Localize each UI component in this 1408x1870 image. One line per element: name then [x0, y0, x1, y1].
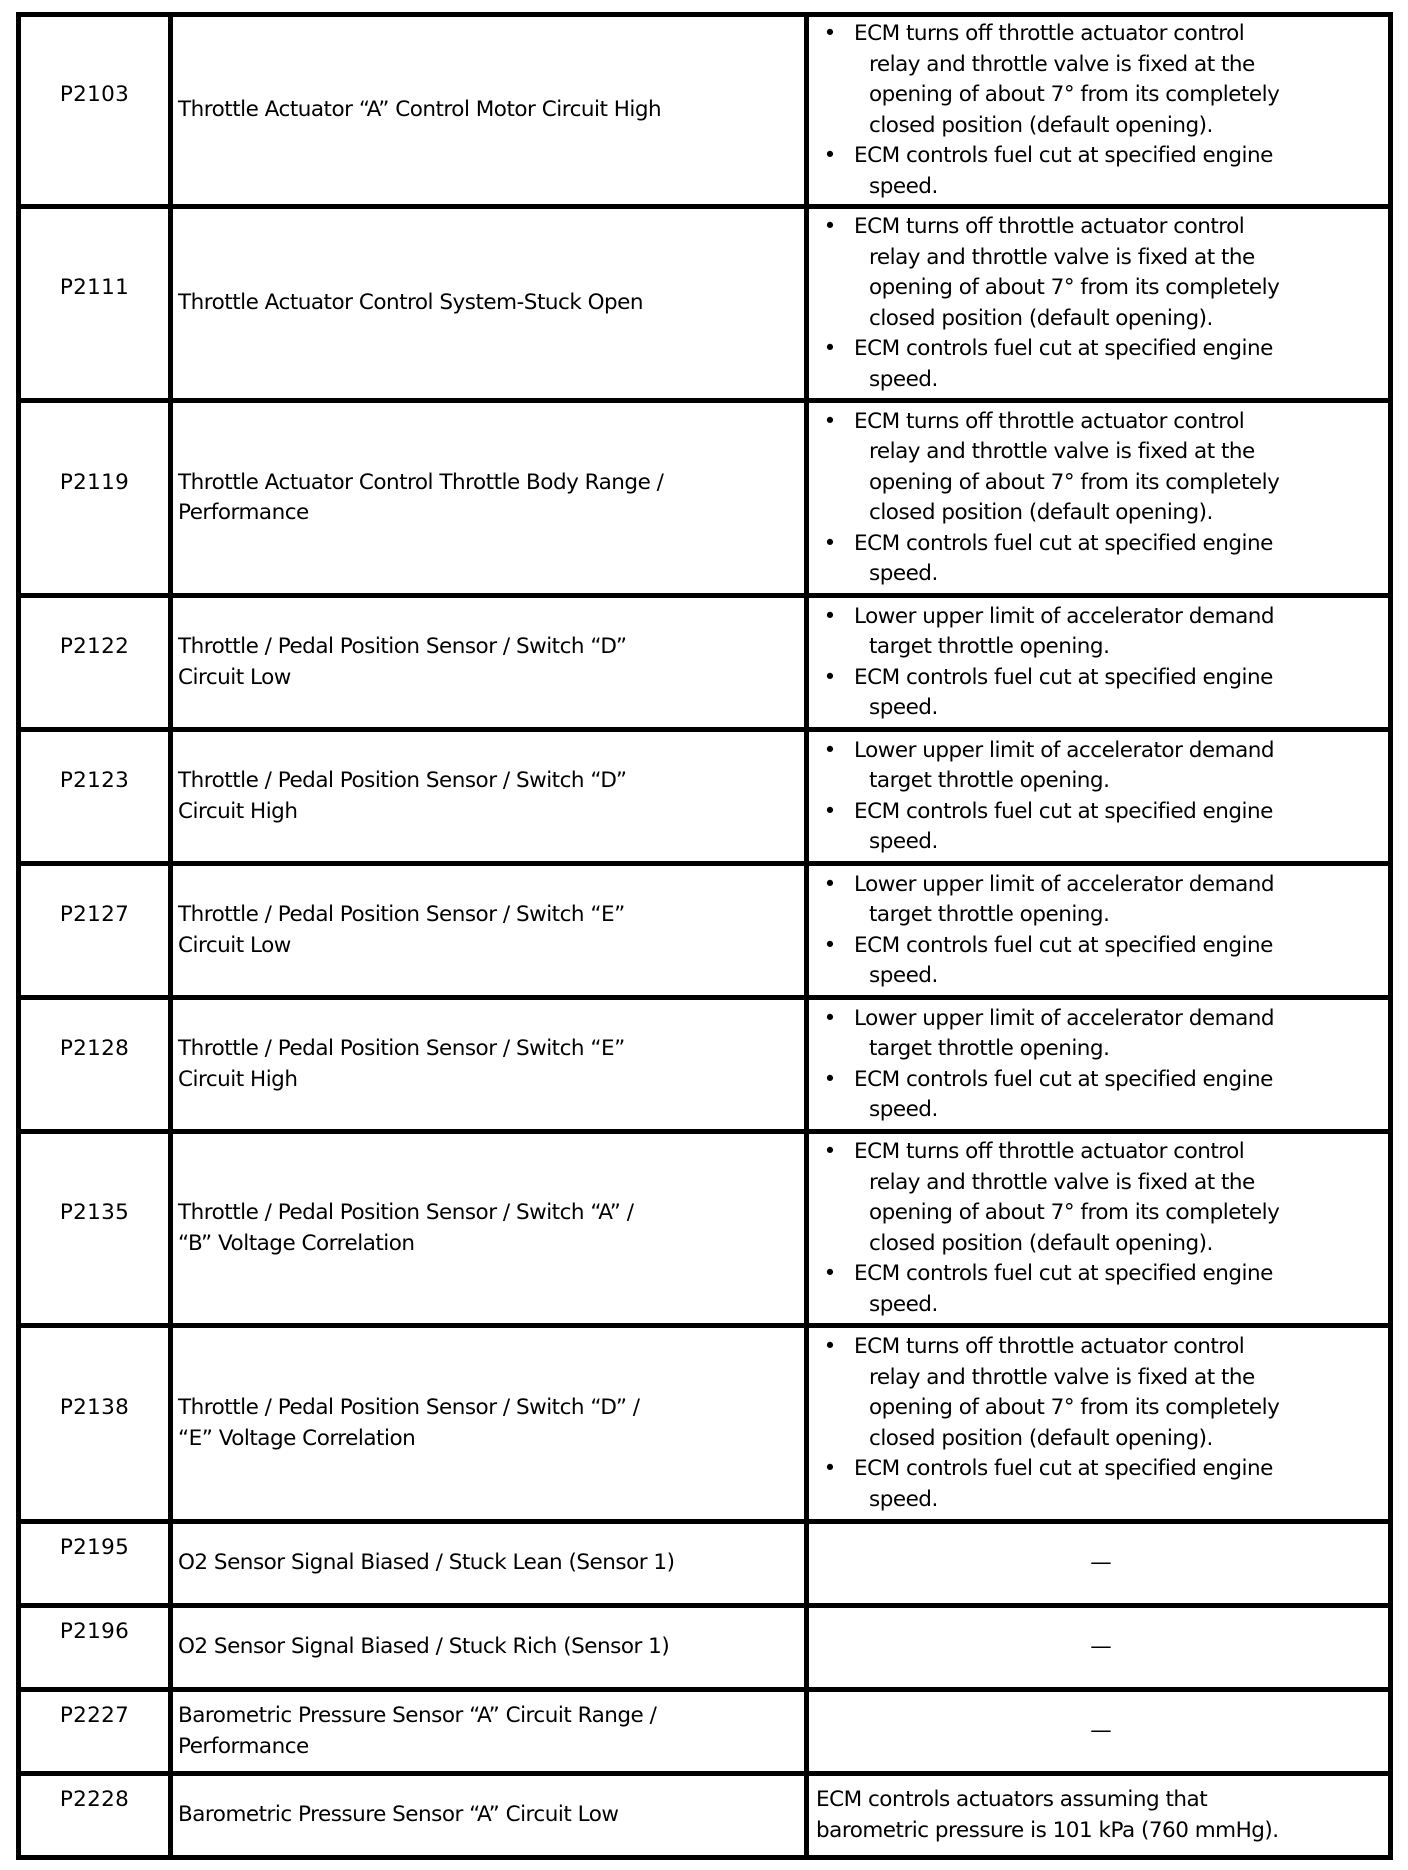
bullet-text-line: target throttle opening.	[869, 902, 1110, 927]
fail-safe-cell	[807, 207, 1391, 401]
table-row-p2119	[19, 401, 1391, 596]
bullet-icon: •	[823, 1066, 837, 1092]
bullet-item	[814, 407, 1388, 529]
description-line: Throttle Actuator “A” Control Motor Circuit High	[178, 97, 662, 123]
dtc-code-cell	[19, 730, 171, 864]
bullet-text-line: relay and throttle valve is fixed at the	[869, 1169, 1255, 1195]
bullet-text-line: Lower upper limit of accelerator demand	[854, 603, 1275, 629]
description-cell	[171, 864, 807, 998]
fail-safe-cell	[807, 15, 1391, 207]
not-applicable-dash: —	[1090, 1634, 1112, 1660]
table-row-p2135	[19, 1132, 1391, 1326]
description-cell	[171, 1690, 807, 1774]
description-line: Throttle / Pedal Position Sensor / Switch “D”	[178, 768, 627, 793]
dtc-code: P2123	[59, 768, 130, 794]
description-cell	[171, 1522, 807, 1606]
dtc-code: P2227	[59, 1703, 130, 1729]
table-row-p2122	[19, 596, 1391, 730]
description-line: Circuit High	[178, 1066, 298, 1092]
bullet-text-line: speed.	[869, 1291, 938, 1317]
table-row-p2128	[19, 998, 1391, 1132]
bullet-text-line: opening of about 7° from its completely	[869, 82, 1280, 107]
bullet-text-line: ECM controls fuel cut at specified engine	[854, 1261, 1273, 1286]
table-row-p2111	[19, 207, 1391, 401]
fail-safe-cell	[807, 1690, 1391, 1774]
description-line: O2 Sensor Signal Biased / Stuck Lean (Sensor 1)	[178, 1550, 675, 1576]
fail-safe-cell	[807, 1132, 1391, 1326]
dtc-code-cell	[19, 207, 171, 401]
table-row-p2228	[19, 1774, 1391, 1858]
dtc-code-cell	[19, 1606, 171, 1690]
bullet-item	[814, 602, 1388, 663]
bullet-text-line: ECM controls fuel cut at specified engine	[854, 143, 1273, 168]
bullet-text-line: closed position (default opening).	[869, 305, 1213, 331]
table-row-p2127	[19, 864, 1391, 998]
bullet-item	[814, 736, 1388, 797]
dtc-code-cell	[19, 401, 171, 596]
table-row-p2227	[19, 1690, 1391, 1774]
bullet-text-line: closed position (default opening).	[869, 1230, 1213, 1256]
bullet-item	[814, 1004, 1388, 1065]
description-line: Throttle Actuator Control System-Stuck Open	[178, 290, 644, 316]
bullet-text-line: relay and throttle valve is fixed at the	[869, 51, 1255, 77]
description-line: Throttle / Pedal Position Sensor / Switch “E”	[178, 902, 625, 927]
dtc-code-cell	[19, 1522, 171, 1606]
bullet-text-line: target throttle opening.	[869, 634, 1110, 659]
bullet-text-line: ECM controls fuel cut at specified engine	[854, 664, 1273, 690]
dtc-code: P2111	[59, 275, 130, 301]
description-cell	[171, 15, 807, 207]
dtc-fail-safe-table	[16, 12, 1393, 1860]
description-cell	[171, 730, 807, 864]
bullet-text-line: speed.	[869, 963, 938, 988]
description-cell	[171, 1132, 807, 1326]
dtc-code: P2195	[59, 1535, 130, 1561]
dtc-code-cell	[19, 1774, 171, 1858]
bullet-text-line: ECM turns off throttle actuator control	[854, 408, 1245, 434]
bullet-text-line: opening of about 7° from its completely	[869, 1200, 1280, 1225]
fail-safe-cell	[807, 1774, 1391, 1858]
bullet-icon: •	[823, 1005, 837, 1031]
fail-safe-cell	[807, 1522, 1391, 1606]
description-cell	[171, 1774, 807, 1858]
dtc-code: P2119	[59, 469, 130, 495]
bullet-text-line: Lower upper limit of accelerator demand	[854, 1005, 1275, 1031]
dtc-code-cell	[19, 15, 171, 207]
bullet-icon: •	[823, 603, 837, 629]
bullet-icon: •	[823, 871, 837, 897]
dtc-code-cell	[19, 864, 171, 998]
dtc-code: P2228	[59, 1787, 130, 1813]
dtc-code: P2138	[59, 1395, 130, 1421]
dtc-code: P2122	[59, 634, 130, 660]
bullet-item	[814, 529, 1388, 590]
bullet-text-line: ECM controls fuel cut at specified engine	[854, 932, 1273, 958]
bullet-icon: •	[823, 143, 837, 168]
description-line: Throttle / Pedal Position Sensor / Switch “A” /	[178, 1200, 634, 1225]
bullet-text-line: ECM turns off throttle actuator control	[854, 1139, 1245, 1164]
description-cell	[171, 207, 807, 401]
description-line: Throttle / Pedal Position Sensor / Switch “D”	[178, 634, 627, 659]
table-body	[19, 15, 1391, 1858]
description-cell	[171, 1326, 807, 1522]
bullet-icon: •	[823, 214, 837, 239]
description-cell	[171, 401, 807, 596]
bullet-icon: •	[823, 932, 837, 958]
dtc-code-cell	[19, 1326, 171, 1522]
description-line: Throttle Actuator Control Throttle Body Range /	[178, 469, 664, 495]
bullet-item	[814, 870, 1388, 931]
not-applicable-dash: —	[1090, 1550, 1112, 1576]
fail-safe-cell	[807, 998, 1391, 1132]
fail-safe-text-line: barometric pressure is 101 kPa (760 mmHg).	[816, 1817, 1279, 1843]
bullet-text-line: speed.	[869, 1486, 938, 1512]
not-applicable-dash: —	[1090, 1718, 1112, 1744]
table-row-p2195	[19, 1522, 1391, 1606]
bullet-text-line: ECM controls fuel cut at specified engine	[854, 336, 1273, 361]
bullet-icon: •	[823, 336, 837, 361]
description-cell	[171, 596, 807, 730]
bullet-item	[814, 19, 1388, 141]
bullet-text-line: closed position (default opening).	[869, 112, 1213, 138]
bullet-text-line: speed.	[869, 695, 938, 720]
table-row-p2103	[19, 15, 1391, 207]
description-line: “E” Voltage Correlation	[178, 1425, 416, 1451]
bullet-text-line: ECM turns off throttle actuator control	[854, 21, 1245, 46]
bullet-item	[814, 212, 1388, 334]
fail-safe-cell	[807, 1326, 1391, 1522]
dtc-code: P2196	[59, 1619, 130, 1645]
dtc-code: P2128	[59, 1036, 130, 1062]
bullet-text-line: Lower upper limit of accelerator demand	[854, 737, 1275, 763]
bullet-item	[814, 334, 1388, 395]
table-row-p2123	[19, 730, 1391, 864]
bullet-item	[814, 1259, 1388, 1320]
bullet-text-line: speed.	[869, 1097, 938, 1122]
description-line: O2 Sensor Signal Biased / Stuck Rich (Sensor 1)	[178, 1634, 670, 1660]
description-line: Circuit Low	[178, 664, 291, 690]
bullet-text-line: relay and throttle valve is fixed at the	[869, 439, 1255, 464]
bullet-text-line: speed.	[869, 561, 938, 586]
bullet-text-line: speed.	[869, 173, 938, 199]
bullet-item	[814, 1137, 1388, 1259]
bullet-text-line: target throttle opening.	[869, 768, 1110, 793]
fail-safe-cell	[807, 730, 1391, 864]
dtc-code: P2127	[59, 902, 130, 928]
dtc-code-cell	[19, 1132, 171, 1326]
bullet-item	[814, 1454, 1388, 1515]
description-cell	[171, 1606, 807, 1690]
bullet-icon: •	[823, 1261, 837, 1286]
bullet-icon: •	[823, 1139, 837, 1164]
bullet-icon: •	[823, 664, 837, 690]
bullet-text-line: target throttle opening.	[869, 1036, 1110, 1061]
bullet-text-line: speed.	[869, 366, 938, 392]
bullet-text-line: ECM controls fuel cut at specified engine	[854, 1456, 1273, 1481]
table-row-p2196	[19, 1606, 1391, 1690]
fail-safe-cell	[807, 864, 1391, 998]
table-row-p2138	[19, 1326, 1391, 1522]
description-line: Circuit High	[178, 798, 298, 824]
bullet-text-line: ECM controls fuel cut at specified engine	[854, 1066, 1273, 1092]
bullet-icon: •	[823, 21, 837, 46]
bullet-text-line: ECM turns off throttle actuator control	[854, 214, 1245, 239]
fail-safe-cell	[807, 401, 1391, 596]
description-line: Circuit Low	[178, 932, 291, 958]
dtc-code-cell	[19, 1690, 171, 1774]
description-line: Throttle / Pedal Position Sensor / Switch “D” /	[178, 1395, 640, 1420]
bullet-text-line: Lower upper limit of accelerator demand	[854, 871, 1275, 897]
bullet-text-line: ECM controls fuel cut at specified engine	[854, 798, 1273, 824]
bullet-text-line: ECM turns off throttle actuator control	[854, 1334, 1245, 1359]
fail-safe-cell	[807, 1606, 1391, 1690]
bullet-icon: •	[823, 408, 837, 434]
dtc-code-cell	[19, 998, 171, 1132]
bullet-text-line: relay and throttle valve is fixed at the	[869, 244, 1255, 270]
bullet-icon: •	[823, 1334, 837, 1359]
bullet-icon: •	[823, 1456, 837, 1481]
bullet-text-line: relay and throttle valve is fixed at the	[869, 1364, 1255, 1390]
description-line: Performance	[178, 500, 309, 525]
bullet-item	[814, 931, 1388, 992]
description-line: Throttle / Pedal Position Sensor / Switch “E”	[178, 1036, 625, 1061]
fail-safe-cell	[807, 596, 1391, 730]
bullet-text-line: speed.	[869, 829, 938, 854]
description-cell	[171, 998, 807, 1132]
bullet-item	[814, 141, 1388, 202]
dtc-code-cell	[19, 596, 171, 730]
description-line: Barometric Pressure Sensor “A” Circuit Range /	[178, 1703, 657, 1728]
bullet-text-line: opening of about 7° from its completely	[869, 1395, 1280, 1420]
dtc-code: P2135	[59, 1200, 130, 1226]
bullet-icon: •	[823, 530, 837, 556]
description-line: Barometric Pressure Sensor “A” Circuit Low	[178, 1802, 619, 1828]
dtc-code: P2103	[59, 82, 130, 108]
bullet-item	[814, 663, 1388, 724]
bullet-text-line: opening of about 7° from its completely	[869, 275, 1280, 300]
bullet-icon: •	[823, 737, 837, 763]
fail-safe-text-line: ECM controls actuators assuming that	[816, 1787, 1208, 1812]
bullet-item	[814, 797, 1388, 858]
bullet-text-line: opening of about 7° from its completely	[869, 469, 1280, 495]
bullet-item	[814, 1332, 1388, 1454]
bullet-icon: •	[823, 798, 837, 824]
description-line: “B” Voltage Correlation	[178, 1230, 415, 1256]
bullet-text-line: closed position (default opening).	[869, 1425, 1213, 1451]
bullet-item	[814, 1065, 1388, 1126]
description-line: Performance	[178, 1733, 309, 1759]
bullet-text-line: closed position (default opening).	[869, 500, 1213, 525]
bullet-text-line: ECM controls fuel cut at specified engine	[854, 530, 1273, 556]
